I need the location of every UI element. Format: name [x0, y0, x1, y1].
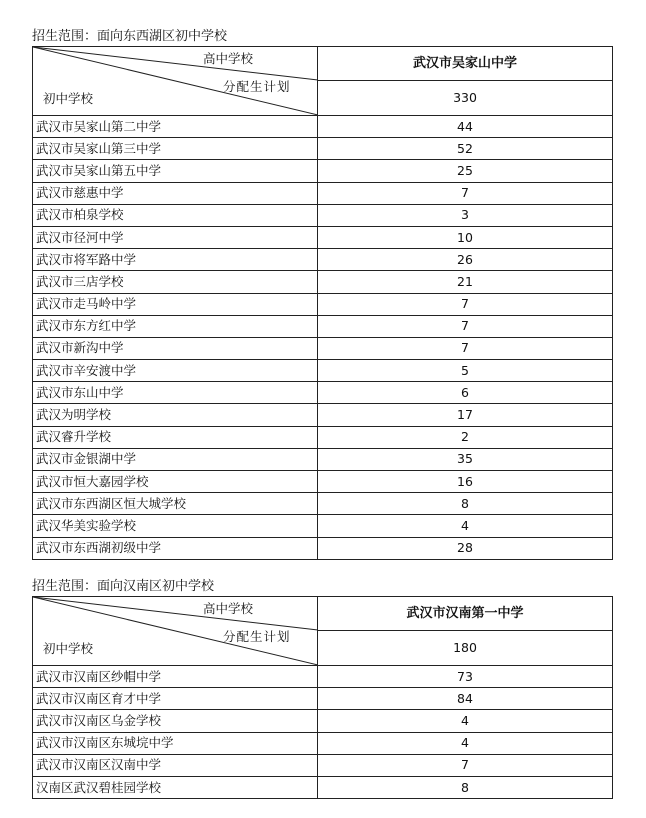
high-school-header: 武汉市吴家山中学	[318, 47, 613, 81]
quota-value: 25	[318, 160, 613, 182]
table-row	[33, 360, 613, 382]
quota-value: 26	[318, 249, 613, 271]
table-row	[33, 160, 613, 182]
junior-school-name: 武汉市走马岭中学	[33, 293, 318, 315]
junior-school-name: 武汉市吴家山第二中学	[33, 116, 318, 138]
junior-school-name: 武汉市汉南区育才中学	[33, 688, 318, 710]
junior-school-name: 武汉市汉南区汉南中学	[33, 754, 318, 776]
table-row	[33, 776, 613, 798]
junior-school-name: 武汉市汉南区纱帽中学	[33, 666, 318, 688]
junior-school-name: 武汉市汉南区东城垸中学	[33, 732, 318, 754]
junior-school-name: 武汉为明学校	[33, 404, 318, 426]
junior-school-name: 武汉市径河中学	[33, 226, 318, 248]
corner-label-plan: 分配生计划	[223, 79, 291, 94]
section-hannan	[32, 578, 612, 799]
table-row	[33, 732, 613, 754]
junior-school-name: 武汉市恒大嘉园学校	[33, 471, 318, 493]
table-row	[33, 404, 613, 426]
quota-value: 7	[318, 293, 613, 315]
section-title: 招生范围：面向东西湖区初中学校	[32, 29, 228, 44]
table-row	[33, 448, 613, 470]
table-row	[33, 116, 613, 138]
quota-value: 3	[318, 204, 613, 226]
quota-value: 73	[318, 666, 613, 688]
quota-value: 17	[318, 404, 613, 426]
table-row	[33, 337, 613, 359]
junior-school-name: 武汉市东西湖区恒大城学校	[33, 493, 318, 515]
table-row	[33, 426, 613, 448]
table-row	[33, 754, 613, 776]
quota-value: 7	[318, 337, 613, 359]
section-title: 招生范围：面向汉南区初中学校	[32, 579, 215, 594]
table-row	[33, 204, 613, 226]
table-row	[33, 271, 613, 293]
corner-label-high-school: 高中学校	[203, 601, 254, 616]
high-school-header: 武汉市汉南第一中学	[318, 597, 613, 631]
table-body	[33, 116, 613, 560]
junior-school-name: 武汉市吴家山第五中学	[33, 160, 318, 182]
quota-value: 44	[318, 116, 613, 138]
junior-school-name: 武汉市金银湖中学	[33, 448, 318, 470]
quota-value: 2	[318, 426, 613, 448]
table-row	[33, 182, 613, 204]
table-row	[33, 537, 613, 559]
quota-value: 52	[318, 138, 613, 160]
quota-value: 7	[318, 182, 613, 204]
junior-school-name: 武汉市汉南区乌金学校	[33, 710, 318, 732]
quota-value: 28	[318, 537, 613, 559]
table-row	[33, 688, 613, 710]
corner-label-high-school: 高中学校	[203, 51, 254, 66]
junior-school-name: 武汉市新沟中学	[33, 337, 318, 359]
quota-value: 6	[318, 382, 613, 404]
quota-value: 84	[318, 688, 613, 710]
quota-value: 10	[318, 226, 613, 248]
quota-value: 7	[318, 754, 613, 776]
table-row	[33, 515, 613, 537]
table-row	[33, 710, 613, 732]
junior-school-name: 武汉华美实验学校	[33, 515, 318, 537]
quota-value: 4	[318, 710, 613, 732]
table-row	[33, 293, 613, 315]
quota-value: 4	[318, 732, 613, 754]
junior-school-name: 武汉市慈惠中学	[33, 182, 318, 204]
quota-value: 8	[318, 776, 613, 798]
total-quota: 180	[318, 631, 613, 666]
junior-school-name: 武汉市辛安渡中学	[33, 360, 318, 382]
junior-school-name: 武汉市柏泉学校	[33, 204, 318, 226]
table-row	[33, 471, 613, 493]
junior-school-name: 武汉睿升学校	[33, 426, 318, 448]
table-body	[33, 666, 613, 799]
quota-value: 5	[318, 360, 613, 382]
corner-label-junior-school: 初中学校	[43, 641, 94, 656]
quota-value: 8	[318, 493, 613, 515]
allocation-table	[32, 596, 613, 799]
junior-school-name: 武汉市三店学校	[33, 271, 318, 293]
table-row	[33, 315, 613, 337]
junior-school-name: 武汉市东山中学	[33, 382, 318, 404]
junior-school-name: 武汉市吴家山第三中学	[33, 138, 318, 160]
allocation-table	[32, 46, 613, 560]
table-row	[33, 138, 613, 160]
corner-header-cell	[33, 47, 318, 116]
table-row	[33, 493, 613, 515]
table-row	[33, 249, 613, 271]
junior-school-name: 武汉市东方红中学	[33, 315, 318, 337]
junior-school-name: 武汉市将军路中学	[33, 249, 318, 271]
table-row	[33, 666, 613, 688]
quota-value: 16	[318, 471, 613, 493]
corner-header-cell	[33, 597, 318, 666]
quota-value: 21	[318, 271, 613, 293]
section-dongxihu	[32, 28, 612, 560]
corner-label-junior-school: 初中学校	[43, 91, 94, 106]
junior-school-name: 汉南区武汉碧桂园学校	[33, 776, 318, 798]
quota-value: 4	[318, 515, 613, 537]
table-row	[33, 382, 613, 404]
quota-value: 7	[318, 315, 613, 337]
junior-school-name: 武汉市东西湖初级中学	[33, 537, 318, 559]
table-row	[33, 226, 613, 248]
corner-label-plan: 分配生计划	[223, 629, 291, 644]
total-quota: 330	[318, 81, 613, 116]
quota-value: 35	[318, 448, 613, 470]
